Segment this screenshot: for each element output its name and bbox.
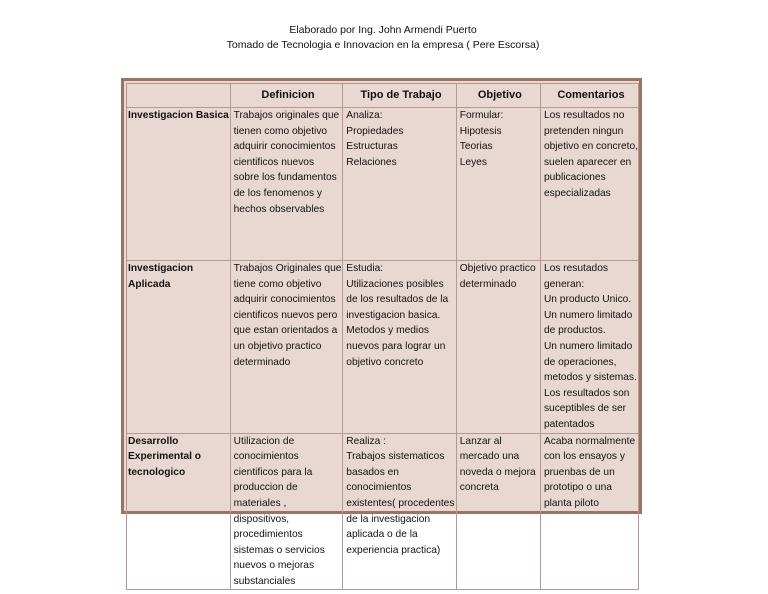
research-types-table — [121, 78, 642, 587]
cell-text-line: de la investigacion — [346, 513, 431, 525]
table-header-row — [127, 84, 639, 108]
cell-text-line: Investigacion Basica — [128, 110, 229, 121]
cell-comentarios — [540, 108, 638, 261]
cell-text-line: noveda o mejora — [459, 466, 536, 478]
cell-text-line: Experimental o — [128, 451, 202, 463]
cell-text-line: Trabajos sistematicos — [346, 451, 445, 463]
cell-text-line: un objetivo practico — [233, 340, 322, 352]
cell-text-line: sobre los fundamentos — [233, 172, 337, 184]
cell-text-line: Metodos y medios — [346, 325, 429, 337]
cell-text-line: concreta — [459, 482, 499, 494]
cell-objetivo — [456, 108, 540, 261]
cell-text-line: Formular: — [459, 110, 504, 121]
cell-text-line: substanciales — [233, 575, 296, 587]
cell-text-line: tecnologico — [128, 466, 186, 478]
cell-text-line: basados en — [346, 466, 399, 478]
cell-objetivo — [456, 433, 540, 590]
cell-text-line: Relaciones — [346, 156, 397, 168]
cell-text-line: conocimientos — [346, 482, 412, 494]
cell-text-line: tiene como objetivo — [233, 278, 322, 290]
cell-text-line: aplicada o de la — [346, 529, 418, 541]
cell-text-line: mercado una — [459, 451, 520, 463]
cell-text-line: Los resultados son — [543, 387, 630, 399]
cell-text-line: objetivo concreto — [346, 356, 424, 368]
cell-text-line: Desarrollo — [128, 435, 179, 447]
cell-text-line: objetivo en concreto, — [543, 141, 638, 153]
cell-text-line: conocimientos — [233, 451, 299, 463]
cell-text-line: cientificos nuevos pero — [233, 309, 338, 321]
cell-text-line: dispositivos, — [233, 513, 290, 525]
table-row — [127, 433, 639, 590]
cell-text-line: con los ensayos y — [543, 451, 625, 463]
cell-text-line: adquirir conocimientos — [233, 141, 336, 153]
column-header-objetivo: Objetivo — [456, 84, 540, 108]
cell-objetivo — [456, 261, 540, 434]
cell-text-line: metodos y sistemas. — [543, 372, 637, 384]
cell-text-line: planta piloto — [543, 497, 599, 509]
cell-text-line: Un numero limitado — [543, 340, 633, 352]
cell-text-line: pruenbas de un — [543, 466, 615, 478]
column-header-definicion: Definicion — [230, 84, 343, 108]
cell-definicion — [230, 261, 343, 434]
cell-text-line: determinado — [233, 356, 291, 368]
cell-text-line: generan: — [543, 278, 585, 290]
document-author-line: Elaborado por Ing. John Armendi Puerto — [289, 24, 477, 36]
cell-text-line: Un numero limitado — [543, 309, 633, 321]
cell-text-line: especializadas — [543, 187, 611, 199]
cell-text-line: adquirir conocimientos — [233, 294, 336, 306]
table-row — [127, 108, 639, 261]
cell-text-line: Los resutados — [543, 263, 608, 274]
cell-text-line: materiales , — [233, 497, 287, 509]
cell-text-line: hechos observables — [233, 203, 325, 215]
row-heading — [127, 433, 231, 590]
cell-text-line: publicaciones — [543, 172, 606, 184]
cell-text-line: Los resultados no — [543, 110, 625, 121]
cell-text-line: de los resultados de la — [346, 294, 449, 306]
cell-text-line: Hipotesis — [459, 125, 502, 137]
cell-tipo-de-trabajo — [343, 108, 456, 261]
cell-text-line: nuevos para lograr un — [346, 340, 446, 352]
cell-text-line: Trabajos originales que — [233, 110, 340, 121]
cell-text-line: Propiedades — [346, 125, 404, 137]
cell-text-line: sistemas o servicios — [233, 544, 325, 556]
cell-text-line: Investigacion — [128, 263, 194, 274]
cell-comentarios — [540, 433, 638, 590]
research-table — [126, 83, 639, 590]
cell-definicion — [230, 108, 343, 261]
cell-text-line: de operaciones, — [543, 356, 617, 368]
column-header-comentarios: Comentarios — [540, 84, 638, 108]
cell-text-line: Un producto Unico. — [543, 294, 632, 306]
cell-tipo-de-trabajo — [343, 433, 456, 590]
cell-text-line: existentes( procedentes — [346, 497, 455, 509]
cell-text-line: procedimientos — [233, 529, 303, 541]
cell-text-line: Estructuras — [346, 141, 398, 153]
cell-text-line: suelen aparecer en — [543, 156, 632, 168]
column-header-tipo-de-trabajo: Tipo de Trabajo — [343, 84, 456, 108]
column-header-empty — [127, 84, 231, 108]
cell-text-line: Estudia: — [346, 263, 384, 274]
cell-text-line: determinado — [459, 278, 517, 290]
document-source-line: Tomado de Tecnologia e Innovacion en la empresa ( Pere Escorsa) — [226, 39, 540, 51]
cell-text-line: de los fenomenos y — [233, 187, 322, 199]
cell-definicion — [230, 433, 343, 590]
cell-text-line: patentados — [543, 418, 595, 430]
cell-text-line: experiencia practica) — [346, 544, 441, 556]
cell-comentarios — [540, 261, 638, 434]
cell-text-line: cientificos para la — [233, 466, 313, 478]
cell-text-line: pretenden ningun — [543, 125, 624, 137]
cell-text-line: Aplicada — [128, 278, 171, 290]
row-heading — [127, 108, 231, 261]
cell-text-line: Utilizaciones posibles — [346, 278, 444, 290]
table-row — [127, 261, 639, 434]
cell-text-line: investigacion basica. — [346, 309, 441, 321]
cell-text-line: tienen como objetivo — [233, 125, 328, 137]
cell-text-line: Leyes — [459, 156, 487, 168]
cell-text-line: Teorias — [459, 141, 493, 153]
cell-text-line: Realiza : — [346, 435, 386, 447]
cell-text-line: prototipo o una — [543, 482, 612, 494]
cell-text-line: produccion de — [233, 482, 298, 494]
cell-text-line: Objetivo practico — [459, 263, 536, 274]
cell-text-line: Trabajos Originales que — [233, 263, 342, 274]
cell-text-line: Lanzar al — [459, 435, 502, 447]
cell-text-line: nuevos o mejoras — [233, 560, 315, 572]
cell-tipo-de-trabajo — [343, 261, 456, 434]
cell-text-line: de productos. — [543, 325, 606, 337]
cell-text-line: que estan orientados a — [233, 325, 338, 337]
cell-text-line: Analiza: — [346, 110, 383, 121]
cell-text-line: Utilizacion de — [233, 435, 295, 447]
cell-text-line: Acaba normalmente — [543, 435, 636, 447]
cell-text-line: suceptibles de ser — [543, 403, 627, 415]
cell-text-line: cientificos nuevos — [233, 156, 315, 168]
row-heading — [127, 261, 231, 434]
